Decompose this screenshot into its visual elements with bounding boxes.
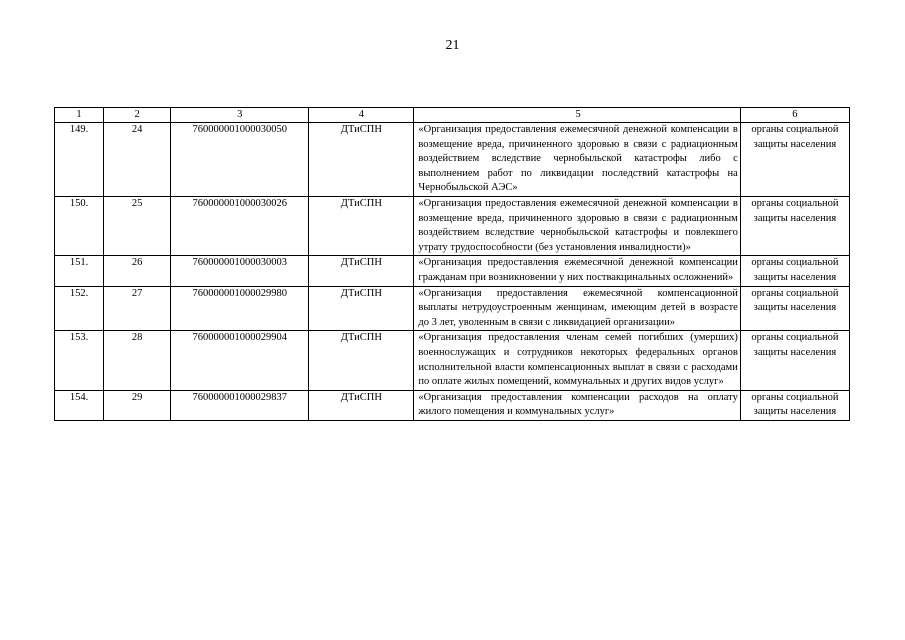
service-code: 760000001000030003 xyxy=(171,256,309,286)
row-number: 154. xyxy=(55,390,104,420)
service-description: «Организация предоставления компенсации расходов на оплату жилого помещения и коммунальных услуг» xyxy=(414,390,740,420)
table-row xyxy=(55,123,850,197)
services-table xyxy=(54,107,850,421)
service-description: «Организация предоставления ежемесячной денежной компенсации гражданам при возникновении у них поствакцинальных осложнений» xyxy=(414,256,740,286)
row-number: 149. xyxy=(55,123,104,197)
responsible-authority: органы социальной защиты населения xyxy=(740,390,849,420)
column-header: 1 xyxy=(55,108,104,123)
service-code: 760000001000030050 xyxy=(171,123,309,197)
row-number: 151. xyxy=(55,256,104,286)
service-code: 760000001000029837 xyxy=(171,390,309,420)
responsible-authority: органы социальной защиты населения xyxy=(740,256,849,286)
column-header: 5 xyxy=(414,108,740,123)
row-number: 152. xyxy=(55,286,104,331)
column-header: 2 xyxy=(104,108,171,123)
table-row xyxy=(55,286,850,331)
column-header: 6 xyxy=(740,108,849,123)
department: ДТиСПН xyxy=(309,390,414,420)
column-header: 4 xyxy=(309,108,414,123)
service-code: 760000001000029980 xyxy=(171,286,309,331)
responsible-authority: органы социальной защиты населения xyxy=(740,331,849,390)
department: ДТиСПН xyxy=(309,256,414,286)
column-header: 3 xyxy=(171,108,309,123)
page-number: 21 xyxy=(445,38,460,53)
responsible-authority: органы социальной защиты населения xyxy=(740,196,849,255)
service-code: 760000001000030026 xyxy=(171,196,309,255)
table-row xyxy=(55,256,850,286)
department: ДТиСПН xyxy=(309,123,414,197)
department: ДТиСПН xyxy=(309,196,414,255)
service-description: «Организация предоставления ежемесячной денежной компенсации в возмещение вреда, причиненного здоровью в связи с радиационным воздействием вследствие чернобыльской катастрофы и повлекшего утрату трудоспособности (без установления инвалидности)» xyxy=(414,196,740,255)
table-row xyxy=(55,196,850,255)
service-description: «Организация предоставления ежемесячной денежной компенсации в возмещение вреда, причиненного здоровью в связи с радиационным воздействием вследствие чернобыльской катастрофы либо с выполнением работ по ликвидации последствий катастрофы на Чернобыльской АЭС» xyxy=(414,123,740,197)
service-description: «Организация предоставления ежемесячной компенсационной выплаты нетрудоустроенным женщинам, имеющим детей в возрасте до 3 лет, уволенным в связи с ликвидацией организации» xyxy=(414,286,740,331)
service-code: 760000001000029904 xyxy=(171,331,309,390)
department: ДТиСПН xyxy=(309,331,414,390)
table-header-row xyxy=(55,108,850,123)
department: ДТиСПН xyxy=(309,286,414,331)
row-number: 153. xyxy=(55,331,104,390)
row-index: 24 xyxy=(104,123,171,197)
row-index: 27 xyxy=(104,286,171,331)
row-index: 28 xyxy=(104,331,171,390)
row-index: 25 xyxy=(104,196,171,255)
row-index: 26 xyxy=(104,256,171,286)
table-row xyxy=(55,331,850,390)
responsible-authority: органы социальной защиты населения xyxy=(740,123,849,197)
service-description: «Организация предоставления членам семей погибших (умерших) военнослужащих и сотрудников некоторых федеральных органов исполнительной власти компенсационных выплат в связи с расходами по оплате жилых помещений, коммунальных и других видов услуг» xyxy=(414,331,740,390)
row-index: 29 xyxy=(104,390,171,420)
table-row xyxy=(55,390,850,420)
responsible-authority: органы социальной защиты населения xyxy=(740,286,849,331)
row-number: 150. xyxy=(55,196,104,255)
